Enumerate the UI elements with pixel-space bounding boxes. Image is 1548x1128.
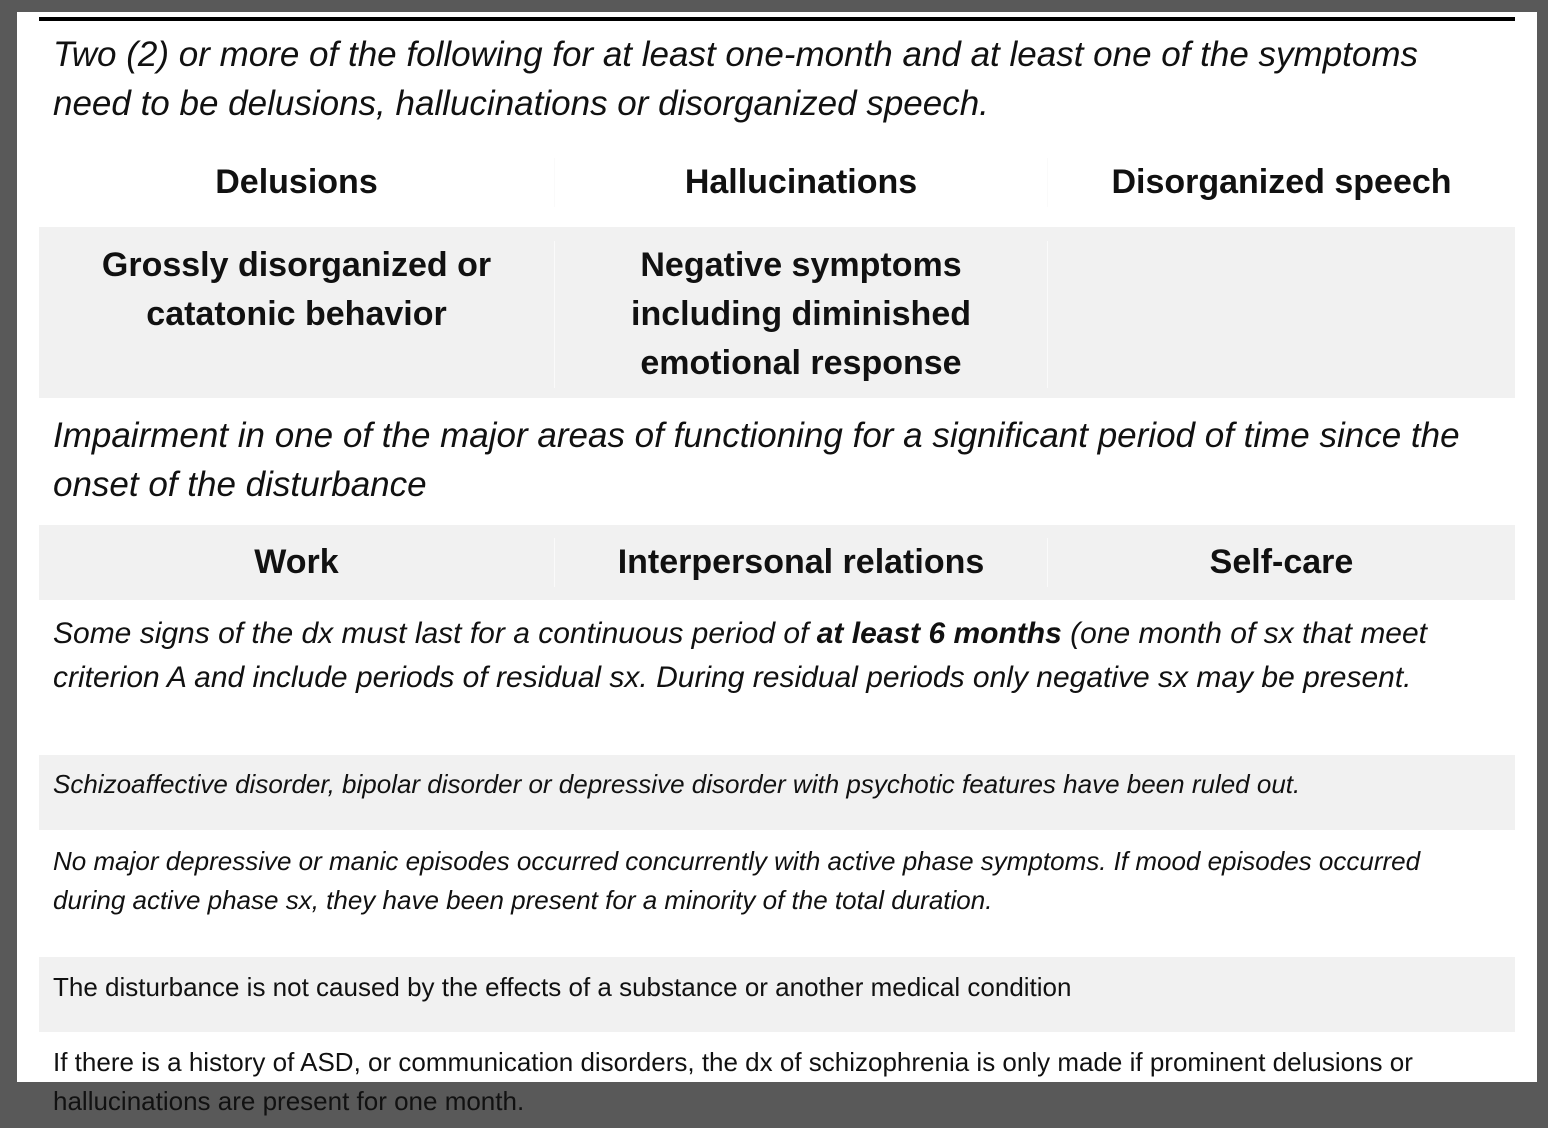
criterion-c-text-before: Some signs of the dx must last for a continuous period of [53,617,817,650]
symptom-disorganized-behavior: Grossly disorganized or catatonic behavior [101,246,492,333]
criterion-f-substance: The disturbance is not caused by the effects of a substance or another medical condition [39,957,1515,1032]
area-interpersonal-relations: Interpersonal relations [554,538,1048,587]
criterion-c-duration [39,612,1515,755]
criterion-c-text-after: (one month of sx that meet criterion A and include periods of residual sx. During residual periods only negative sx may be present. [53,617,1428,694]
area-work: Work [254,543,339,581]
criterion-g-asd-history: If there is a history of ASD, or communication disorders, the dx of schizophrenia is only made if prominent delusions or hallucinations are present for one month. [53,1047,1413,1116]
criterion-b-intro: Impairment in one of the major areas of functioning for a significant period of time since the onset of the disturbance [53,416,1460,504]
criterion-a-symptoms-row-2 [39,227,1515,398]
criterion-c-emphasis: at least 6 months [816,617,1062,650]
symptom-negative-symptoms: Negative symptoms including diminished emotional response [554,241,1048,388]
symptom-delusions: Delusions [215,163,378,201]
table-top-border [39,17,1515,21]
criterion-d-ruled-out: Schizoaffective disorder, bipolar disorder or depressive disorder with psychotic features have been ruled out. [39,755,1515,830]
criterion-a-intro: Two (2) or more of the following for at least one-month and at least one of the symptoms need to be delusions, hallucinations or disorganized speech. [53,35,1419,123]
symptom-hallucinations: Hallucinations [554,158,1048,207]
area-self-care: Self-care [1209,543,1354,581]
symptom-disorganized-speech: Disorganized speech [1111,163,1452,201]
criterion-e-mood-episodes: No major depressive or manic episodes occurred concurrently with active phase symptoms. If mood episodes occurred during active phase sx, they have been present for a minority of the total duration. [53,846,1421,915]
criterion-a-symptoms-row-1 [39,130,1515,227]
criterion-b-areas-row [39,525,1515,600]
